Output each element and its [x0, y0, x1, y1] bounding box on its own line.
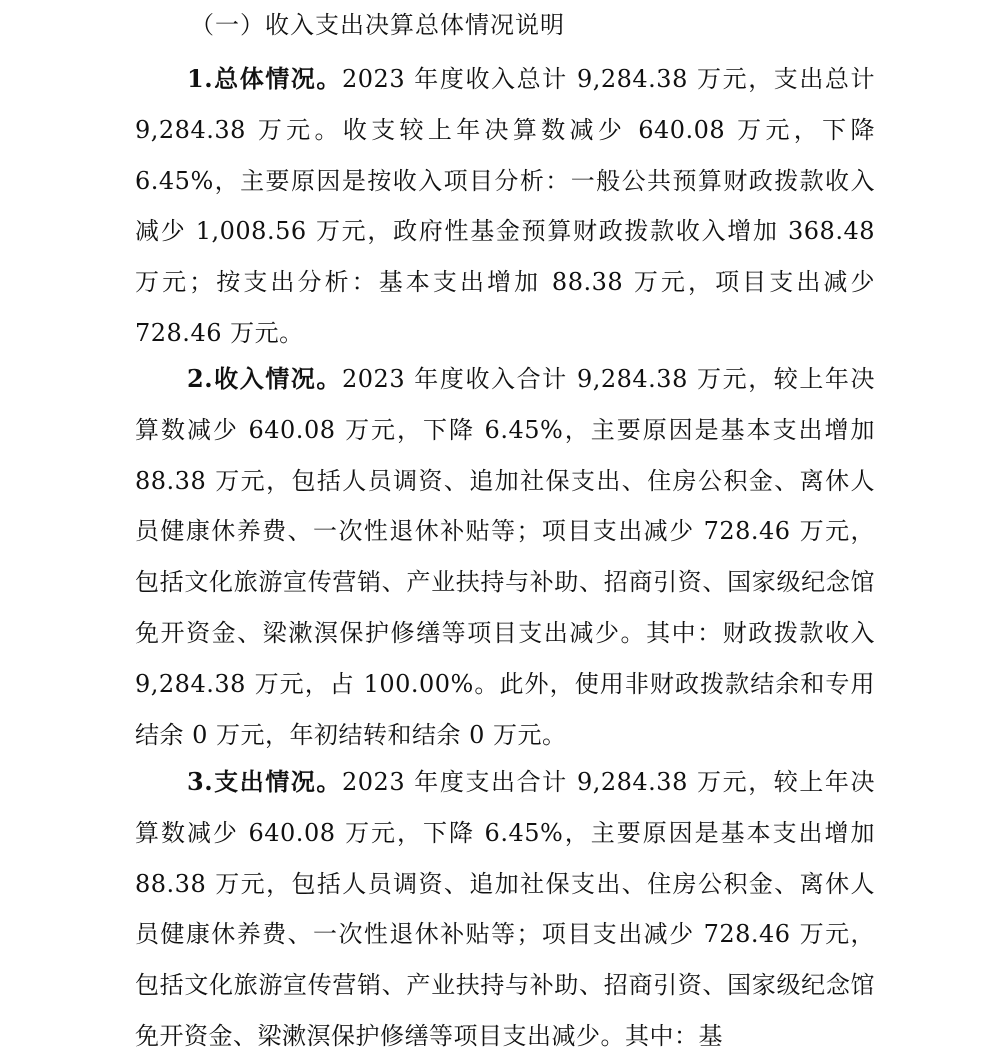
paragraph-body: 2023 年度收入合计 9,284.38 万元，较上年决算数减少 640.08 万元，下降 6.45%，主要原因是基本支出增加 88.38 万元，包括人员调资、追加社保支出、住房公积金、离休人员健康休养费、一次性退休补贴等；项目支出减少 728.46 万元，包括文化旅游宣传营销、产业扶持与补助、招商引资、国家级纪念馆免开资金、梁漱溟保护修缮等项目支出减少。其中：财政拨款收入 9,284.38 万元，占 100.00%。此外，使用非财政拨款结余和专用结余 0 万元，年初结转和结余 0 万元。 — [135, 365, 875, 749]
section-heading: （一）收入支出决算总体情况说明 — [190, 11, 565, 39]
paragraph-body: 2023 年度收入总计 9,284.38 万元，支出总计 9,284.38 万元。收支较上年决算数减少 640.08 万元，下降 6.45%，主要原因是按收入项目分析：一般公共预算财政拨款收入减少 1,008.56 万元，政府性基金预算财政拨款收入增加 368.48 万元；按支出分析：基本支出增加 88.38 万元，项目支出减少 728.46 万元。 — [135, 65, 875, 347]
paragraph-overall — [135, 54, 875, 359]
paragraph-body: 2023 年度支出合计 9,284.38 万元，较上年决算数减少 640.08 万元，下降 6.45%，主要原因是基本支出增加 88.38 万元，包括人员调资、追加社保支出、住房公积金、离休人员健康休养费、一次性退休补贴等；项目支出减少 728.46 万元，包括文化旅游宣传营销、产业扶持与补助、招商引资、国家级纪念馆免开资金、梁漱溟保护修缮等项目支出减少。其中：基 — [135, 768, 875, 1050]
paragraph-lead: 3.支出情况。 — [187, 767, 343, 796]
paragraph-lead: 1.总体情况。 — [187, 64, 343, 93]
paragraph-lead: 2.收入情况。 — [187, 364, 343, 393]
paragraph-expenditure — [135, 757, 875, 1059]
paragraph-income — [135, 354, 875, 760]
